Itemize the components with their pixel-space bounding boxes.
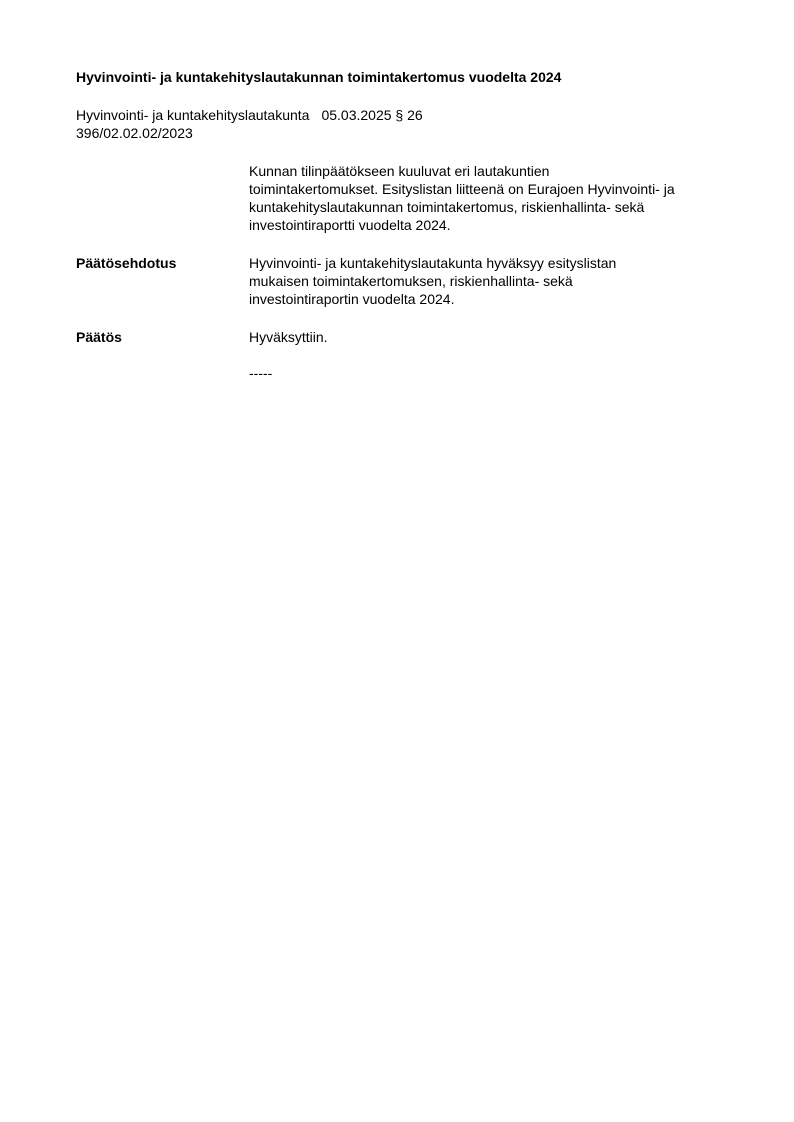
meta-board-line (76, 106, 423, 124)
document-title: Hyvinvointi- ja kuntakehityslautakunnan toimintakertomus vuodelta 2024 (76, 69, 562, 85)
separator-line: ----- (249, 365, 273, 381)
proposal-text (249, 254, 739, 308)
proposal-line: mukaisen toimintakertomuksen, riskienhallinta- sekä (249, 273, 573, 289)
proposal-line: investointiraportin vuodelta 2024. (249, 291, 455, 307)
intro-line: Kunnan tilinpäätökseen kuuluvat eri lautakuntien (249, 163, 550, 179)
meta-date-section: 05.03.2025 § 26 (321, 107, 423, 123)
intro-line: kuntakehityslautakunnan toimintakertomus, riskienhallinta- sekä (249, 199, 645, 215)
intro-text (249, 162, 739, 234)
decision-text (249, 328, 739, 382)
meta-board: Hyvinvointi- ja kuntakehityslautakunta (76, 107, 310, 123)
intro-line: toimintakertomukset. Esityslistan liitteenä on Eurajoen Hyvinvointi- ja (249, 181, 675, 197)
decision-line: Hyväksyttiin. (249, 329, 328, 345)
proposal-label: Päätösehdotus (76, 255, 177, 271)
meta-reference: 396/02.02.02/2023 (76, 125, 193, 141)
proposal-line: Hyvinvointi- ja kuntakehityslautakunta hyväksyy esityslistan (249, 255, 617, 271)
document-meta (76, 106, 423, 142)
decision-label: Päätös (76, 329, 122, 345)
intro-line: investointiraportti vuodelta 2024. (249, 217, 451, 233)
